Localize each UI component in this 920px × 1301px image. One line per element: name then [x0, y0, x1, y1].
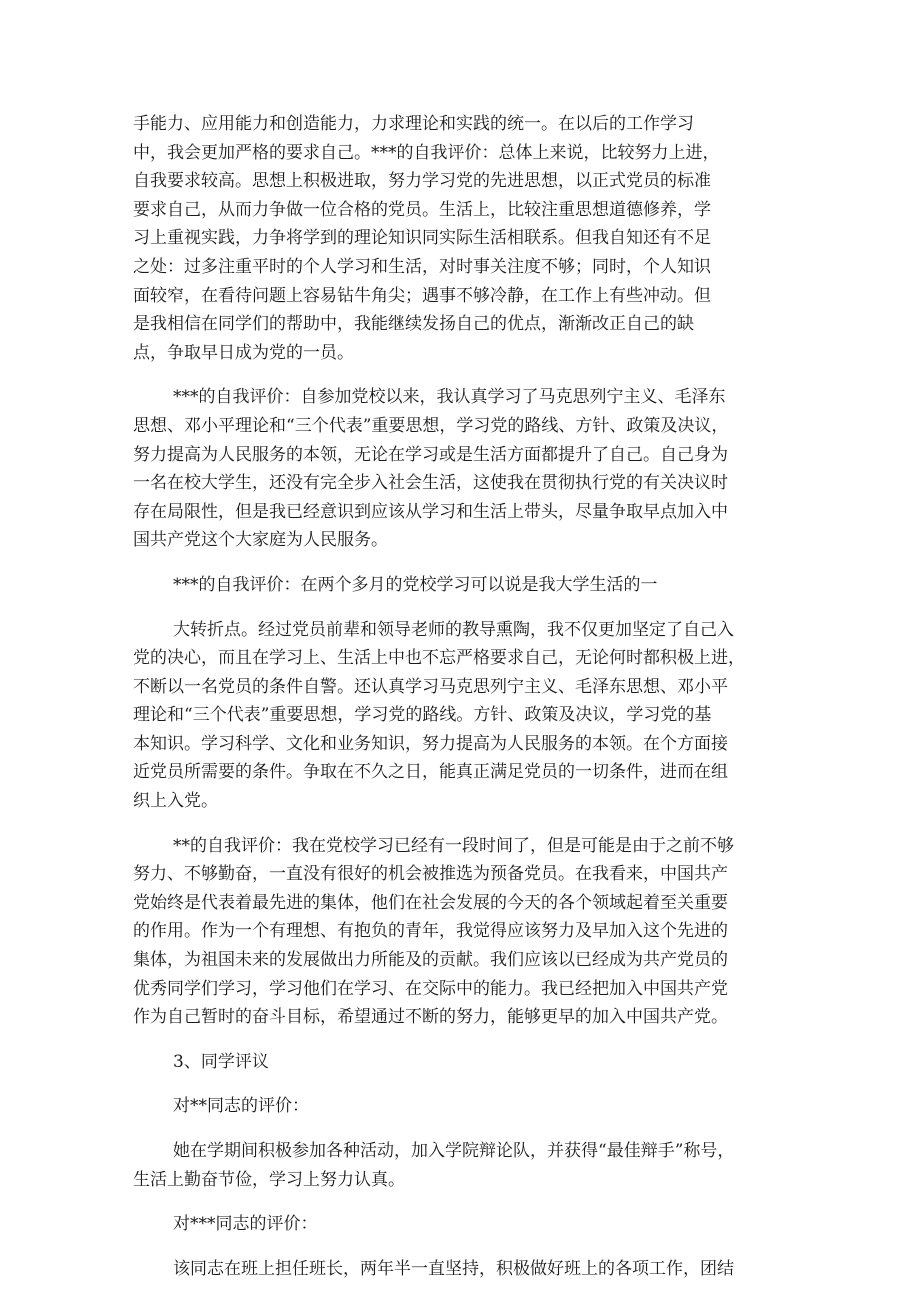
paragraph: [133, 571, 793, 600]
text-line: 之处：过多注重平时的个人学习和生活，对时事关注度不够；同时，个人知识: [133, 256, 711, 277]
text-line: 近党员所需要的条件。争取在不久之日，能真正满足党员的一切条件，进而在组: [133, 762, 728, 783]
text-line: 手能力、应用能力和创造能力，力求理论和实践的统一。在以后的工作学习: [133, 114, 694, 134]
text-line: 本知识。学习科学、文化和业务知识，努力提高为人民服务的本领。在个方面接: [133, 733, 728, 754]
text-line: **的自我评价：我在党校学习已经有一段时间了，但是可能是由于之前不够: [173, 835, 734, 856]
document-body: [133, 110, 793, 1299]
text-line: 党的决心，而且在学习上、生活上中也不忘严格要求自己，无论何时都积极上进，: [133, 648, 745, 669]
text-line: 理论和“三个代表”重要思想，学习党的路线。方针、政策及决议，学习党的基: [133, 705, 712, 726]
paragraph: [133, 110, 793, 367]
text-line: 思想、邓小平理论和“三个代表”重要思想，学习党的路线、方针、政策及决议，: [133, 415, 729, 436]
text-line: 习上重视实践，力争将学到的理论知识同实际生活相联系。但我自知还有不足: [133, 228, 711, 249]
text-line: 不断以一名党员的条件自警。还认真学习马克思列宁主义、毛泽东思想、邓小平: [133, 676, 728, 697]
paragraph: [133, 616, 793, 816]
paragraph: [133, 1048, 793, 1077]
text-line: 集体，为祖国未来的发展做出力所能及的贡献。我们应该以已经成为共产党员的: [133, 950, 728, 971]
text-line: 生活上勤奋节俭，学习上努力认真。: [133, 1169, 405, 1190]
paragraph: [133, 383, 793, 555]
text-line: 作为自己暂时的奋斗目标，希望通过不断的努力，能够更早的加入中国共产党。: [133, 1007, 728, 1028]
paragraph: [133, 1092, 793, 1121]
paragraph: [133, 1137, 793, 1194]
text-line: 党始终是代表着最先进的集体，他们在社会发展的今天的各个领域起着至关重要: [133, 892, 728, 913]
text-line: 一名在校大学生，还没有完全步入社会生活，这使我在贯彻执行党的有关决议时: [133, 473, 728, 494]
text-line: 面较窄，在看待问题上容易钻牛角尖；遇事不够冷静，在工作上有些冲动。但: [133, 285, 711, 306]
paragraph: [133, 832, 793, 1032]
paragraph: [133, 1255, 793, 1284]
text-line: 要求自己，从而力争做一位合格的党员。生活上，比较注重思想道德修养，学: [133, 199, 711, 220]
paragraph: [133, 1210, 793, 1239]
text-line: 点，争取早日成为党的一员。: [133, 342, 354, 363]
text-line: 3、同学评议: [173, 1051, 269, 1072]
text-line: 的作用。作为一个有理想、有抱负的青年，我觉得应该努力及早加入这个先进的: [133, 921, 728, 942]
text-line: 对**同志的评价：: [173, 1096, 309, 1117]
text-line: ***的自我评价：自参加党校以来，我认真学习了马克思列宁主义、毛泽东: [173, 387, 726, 408]
text-line: 该同志在班上担任班长，两年半一直坚持，积极做好班上的各项工作，团结: [173, 1258, 734, 1279]
text-line: ***的自我评价：在两个多月的党校学习可以说是我大学生活的一: [173, 574, 658, 595]
text-line: 中，我会更加严格的要求自己。***的自我评价：总体上来说，比较努力上进，: [133, 142, 720, 163]
text-line: 优秀同学们学习，学习他们在学习、在交际中的能力。我已经把加入中国共产党: [133, 978, 728, 999]
text-line: 努力、不够勤奋，一直没有很好的机会被推选为预备党员。在我看来，中国共产: [133, 864, 728, 885]
text-line: 国共产党这个大家庭为人民服务。: [133, 530, 388, 551]
text-line: 自我要求较高。思想上积极进取，努力学习党的先进思想，以正式党员的标准: [133, 171, 711, 192]
text-line: 存在局限性，但是我已经意识到应该从学习和生活上带头，尽量争取早点加入中: [133, 501, 728, 522]
text-line: 努力提高为人民服务的本领，无论在学习或是生活方面都提升了自己。自己身为: [133, 444, 728, 465]
text-line: 大转折点。经过党员前辈和领导老师的教导熏陶，我不仅更加坚定了自己入: [173, 619, 734, 640]
text-line: 是我相信在同学们的帮助中，我能继续发扬自己的优点，渐渐改正自己的缺: [133, 314, 694, 335]
text-line: 对***同志的评价：: [173, 1214, 318, 1235]
text-line: 她在学期间积极参加各种活动，加入学院辩论队，并获得“最佳辩手”称号，: [173, 1141, 735, 1161]
text-line: 织上入党。: [133, 791, 218, 812]
